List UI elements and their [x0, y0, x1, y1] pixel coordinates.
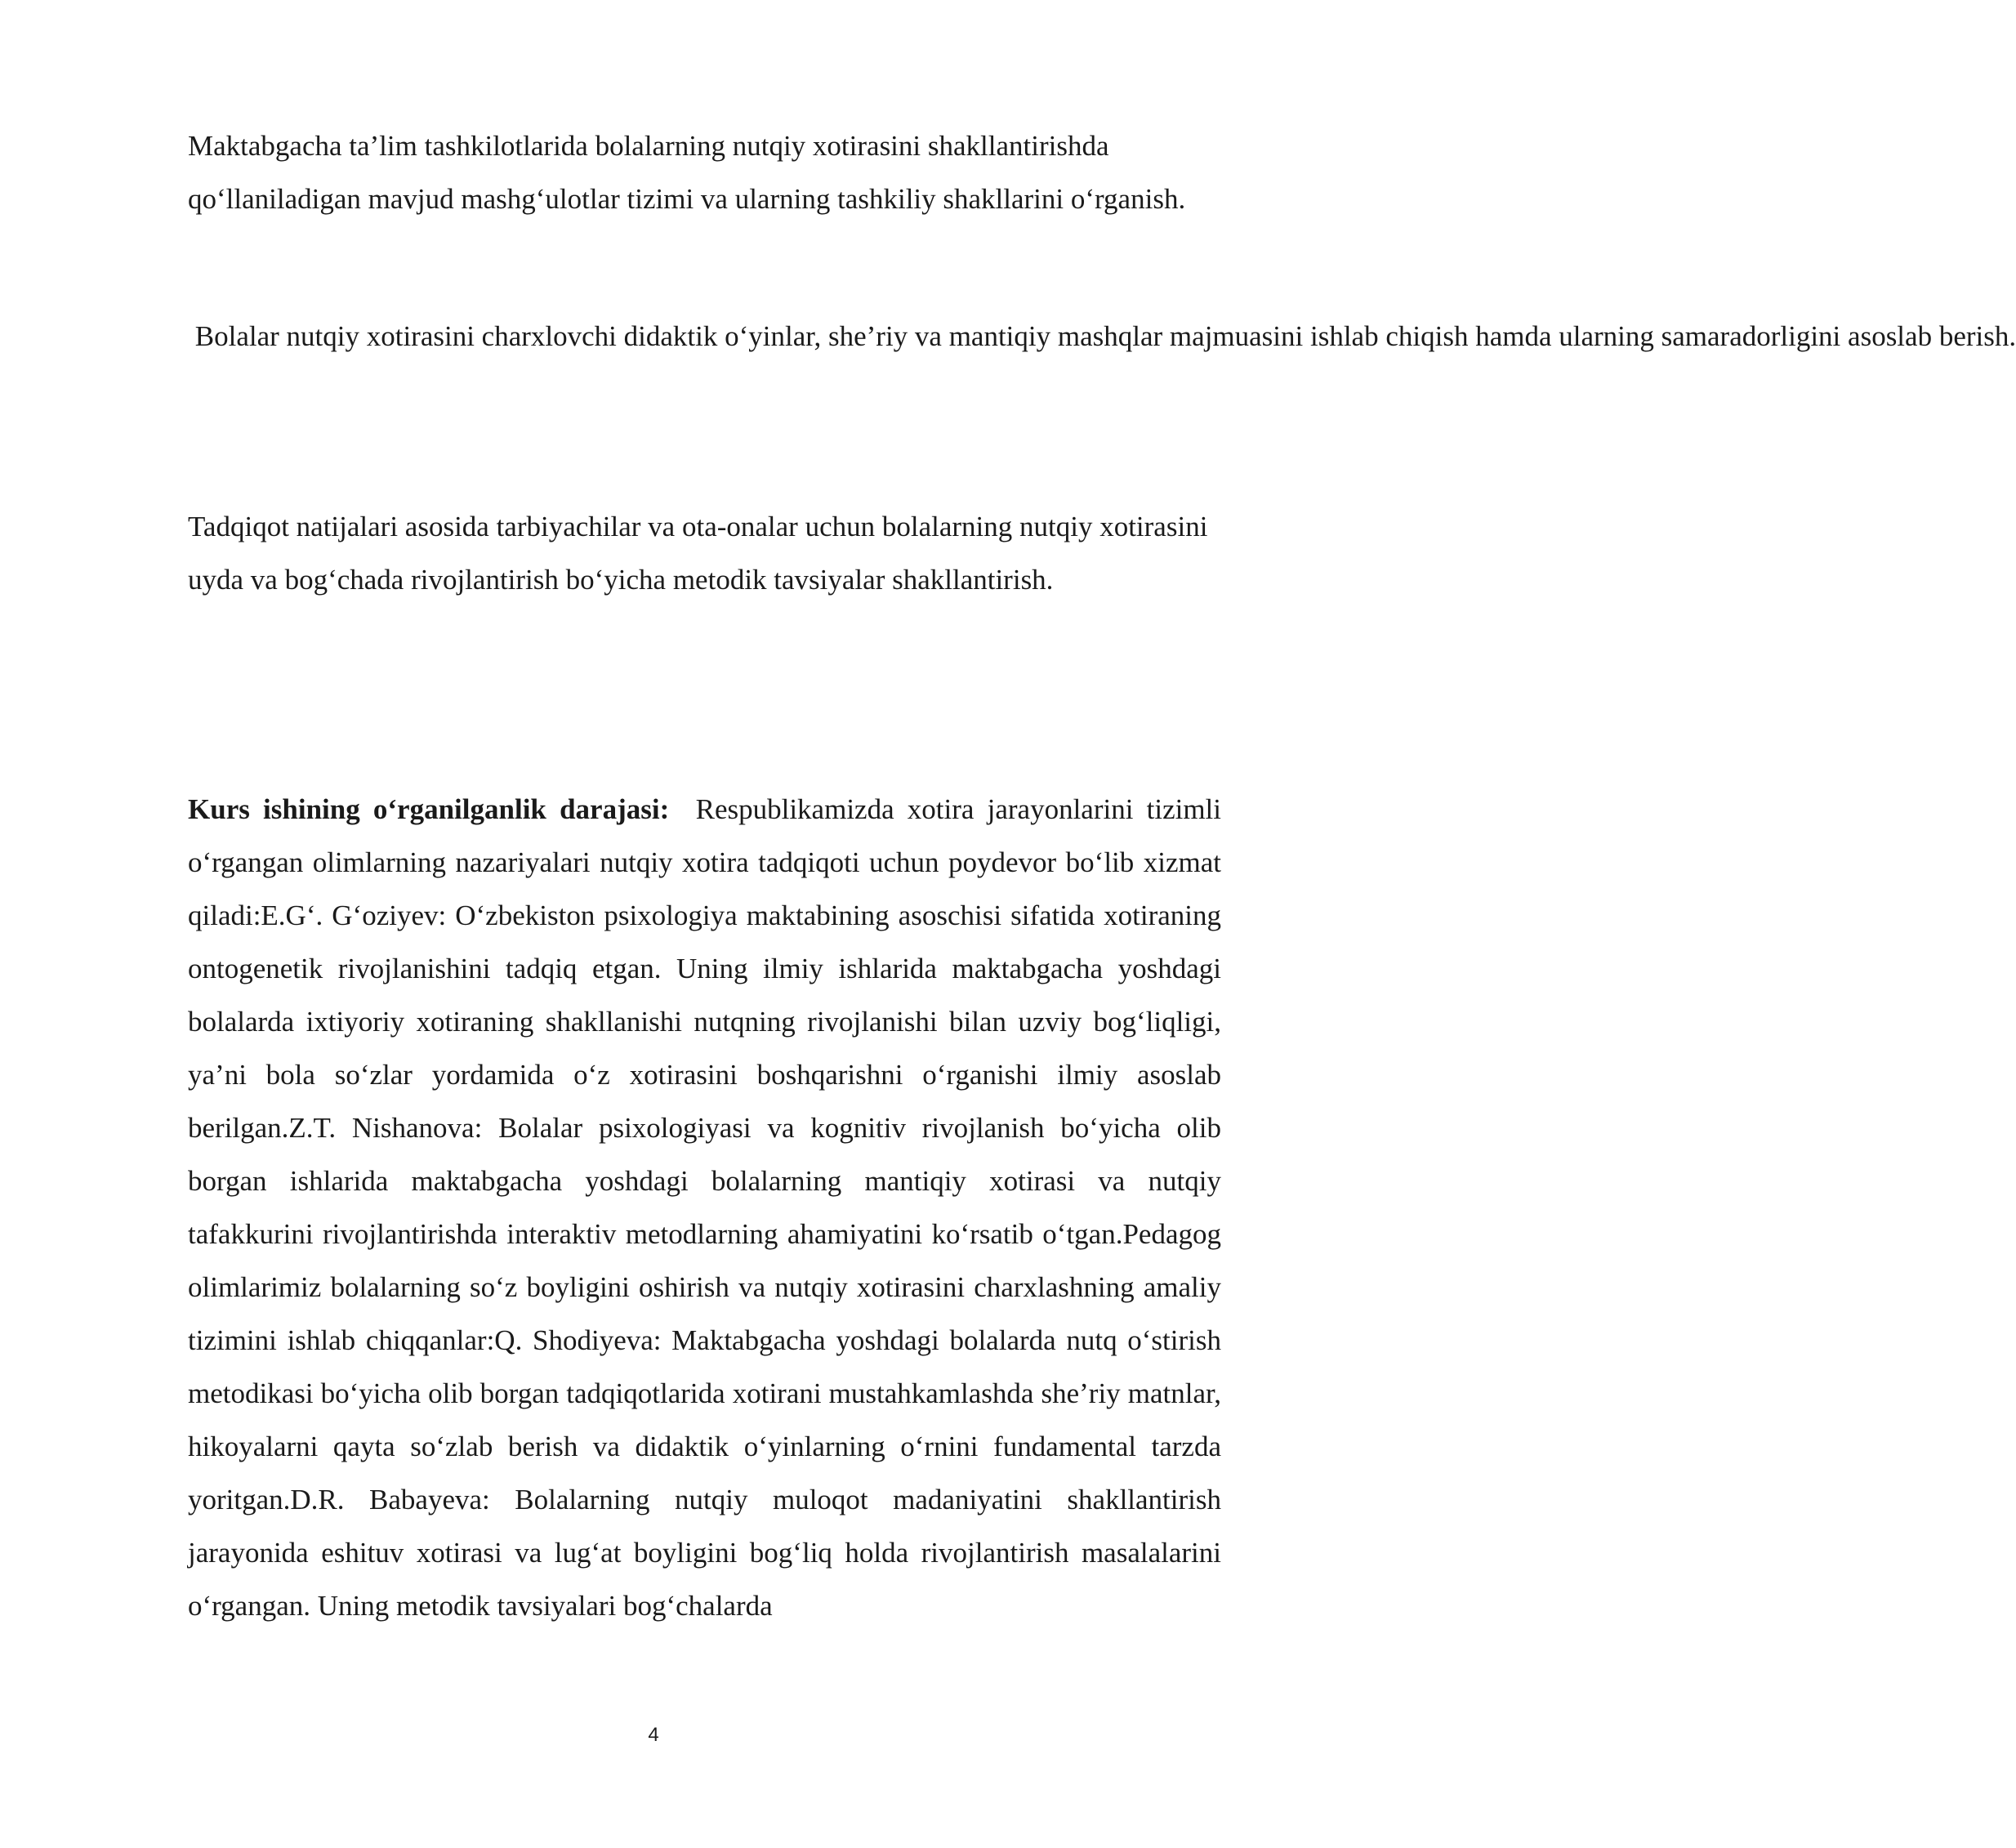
section-body-text: Respublikamizda xotira jarayonlarini tizimli o‘rgangan olimlarning nazariyalari nutqiy xotira tadqiqoti uchun poydevor bo‘lib xizmat qiladi:E.G‘. G‘oziyev: O‘zbekiston psixologiya maktabining asoschisi sifatida xotiraning ontogenetik rivojlanishini tadqiq etgan. Uning ilmiy ishlarida maktabgacha yoshdagi bolalarda ixtiyoriy xotiraning shakllanishi nutqning rivojlanishi bilan uzviy bog‘liqligi, ya’ni bola so‘zlar yordamida o‘z xotirasini boshqarishni o‘rganishi ilmiy asoslab berilgan.Z.T. Nishanova: Bolalar psixologiyasi va kognitiv rivojlanish bo‘yicha olib borgan ishlarida maktabgacha yoshdagi bolalarning mantiqiy xotirasi va nutqiy tafakkurini rivojlantirishda interaktiv metodlarning ahamiyatini ko‘rsatib o‘tgan.Pedagog olimlarimiz bolalarning so‘z boyligini oshirish va nutqiy xotirasini charxlashning amaliy tizimini ishlab chiqqanlar:Q. Shodiyeva: Maktabgacha yoshdagi bolalarda nutq o‘stirish metodikasi bo‘yicha olib borgan tadqiqotlarida xotirani mustahkamlashda she’riy matnlar, hikoyalarni qayta so‘zlab berish va didaktik o‘yinlarning o‘rnini fundamental tarzda yoritgan.D.R. Babayeva: Bolalarning nutqiy muloqot madaniyatini shakllantirish jarayonida eshituv xotirasi va lug‘at boyligini bog‘liq holda rivojlantirish masalalarini o‘rgangan. Uning metodik tavsiyalari bog‘chalarda [188, 793, 1221, 1622]
page-number: 4 [648, 1724, 659, 1746]
section-study-level [188, 783, 1221, 1632]
section-heading: Kurs ishining o‘rganilganlik darajasi: [188, 793, 670, 825]
paragraph-objective-2-text: Bolalar nutqiy xotirasini charxlovchi didaktik o‘yinlar, she’riy va mantiqiy mashqlar majmuasini ishlab chiqish hamda ularning samaradorligini asoslab berish. [188, 320, 2016, 352]
paragraph-objective-1: Maktabgacha ta’lim tashkilotlarida bolalarning nutqiy xotirasini shakllantirishda qo‘llaniladigan mavjud mashg‘ulotlar tizimi va ularning tashkiliy shakllarini o‘rganish. [188, 130, 1186, 215]
paragraph-objective-3: Tadqiqot natijalari asosida tarbiyachilar va ota-onalar uchun bolalarning nutqiy xotirasini uyda va bog‘chada rivojlantirish bo‘yicha metodik tavsiyalar shakllantirish. [188, 511, 1208, 596]
paragraph-objective-2 [188, 310, 2016, 363]
